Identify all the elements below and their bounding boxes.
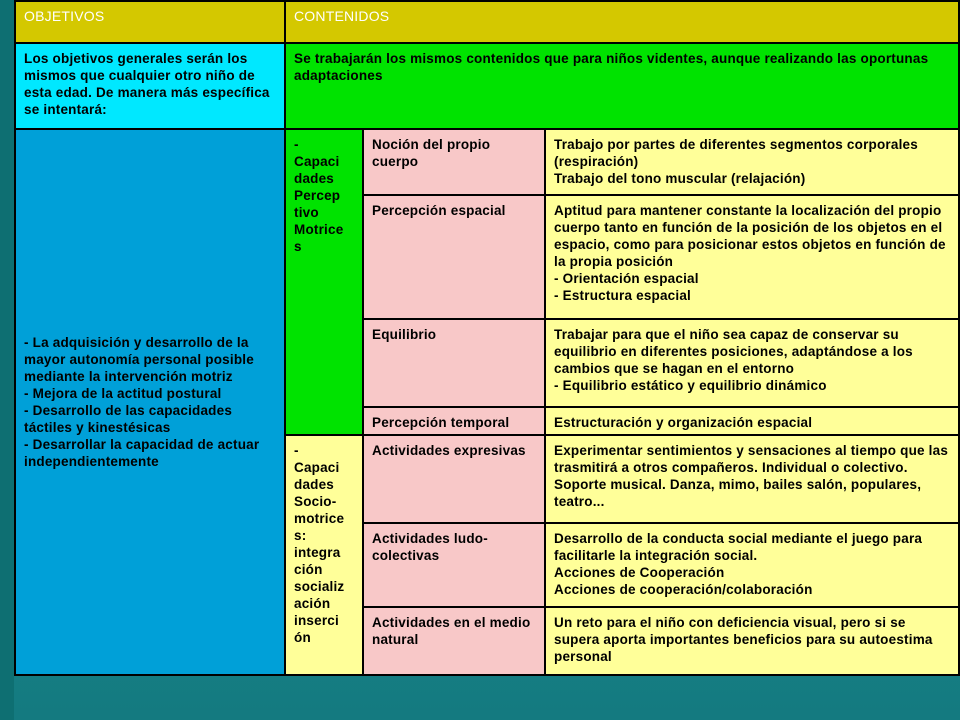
group-sociomotrices-label: - Capaci dades Socio- motrice s: integra ción socializ ación inserci ón: [284, 434, 364, 676]
specific-objectives-text: - La adquisición y desarrollo de la mayor autonomía personal posible mediante la intervención motriz - Mejora de la actitud postural - Desarrollo de las capacidades táctiles y kinestésicas - Desarrollar la capacidad de actuar independientemente: [24, 335, 260, 469]
topic-cell: Noción del propio cuerpo: [362, 128, 546, 196]
desc-cell: Estructuración y organización espacial: [544, 406, 960, 436]
desc-cell: Trabajar para que el niño sea capaz de conservar su equilibrio en diferentes posiciones, adaptándose a los cambios que se hagan en el entorno - Equilibrio estático y equilibrio dinámico: [544, 318, 960, 408]
desc-cell: Trabajo por partes de diferentes segmentos corporales (respiración) Trabajo del tono muscular (relajación): [544, 128, 960, 196]
topic-cell: Equilibrio: [362, 318, 546, 408]
specific-objectives-cell: [14, 128, 286, 676]
desc-cell: Un reto para el niño con deficiencia visual, pero si se supera aporta importantes beneficios para su autoestima personal: [544, 606, 960, 676]
desc-cell: Experimentar sentimientos y sensaciones al tiempo que las trasmitirá a otros compañeros. Individual o colectivo. Soporte musical. Danza, mimo, bailes salón, populares, teatro...: [544, 434, 960, 524]
general-contents-cell: Se trabajarán los mismos contenidos que para niños videntes, aunque realizando las oportunas adaptaciones: [284, 42, 960, 130]
topic-cell: Percepción espacial: [362, 194, 546, 320]
topic-cell: Actividades ludo-colectivas: [362, 522, 546, 608]
group-perceptivo-motrices-label: - Capaci dades Percep tivo Motrice s: [284, 128, 364, 436]
header-objetivos: OBJETIVOS: [14, 0, 286, 44]
topic-cell: Percepción temporal: [362, 406, 546, 436]
topic-cell: Actividades expresivas: [362, 434, 546, 524]
header-contenidos: CONTENIDOS: [284, 0, 960, 44]
objectives-contents-table: [14, 0, 960, 676]
desc-cell: Desarrollo de la conducta social mediante el juego para facilitarle la integración social. Acciones de Cooperación Acciones de cooperación/colaboración: [544, 522, 960, 608]
slide-left-edge: [0, 0, 14, 720]
general-objectives-cell: Los objetivos generales serán los mismos que cualquier otro niño de esta edad. De manera más específica se intentará:: [14, 42, 286, 130]
desc-cell: Aptitud para mantener constante la localización del propio cuerpo tanto en función de la posición de los objetos en el espacio, como para posicionar estos objetos en función de la propia posición - Orientación espacial - Estructura espacial: [544, 194, 960, 320]
topic-cell: Actividades en el medio natural: [362, 606, 546, 676]
